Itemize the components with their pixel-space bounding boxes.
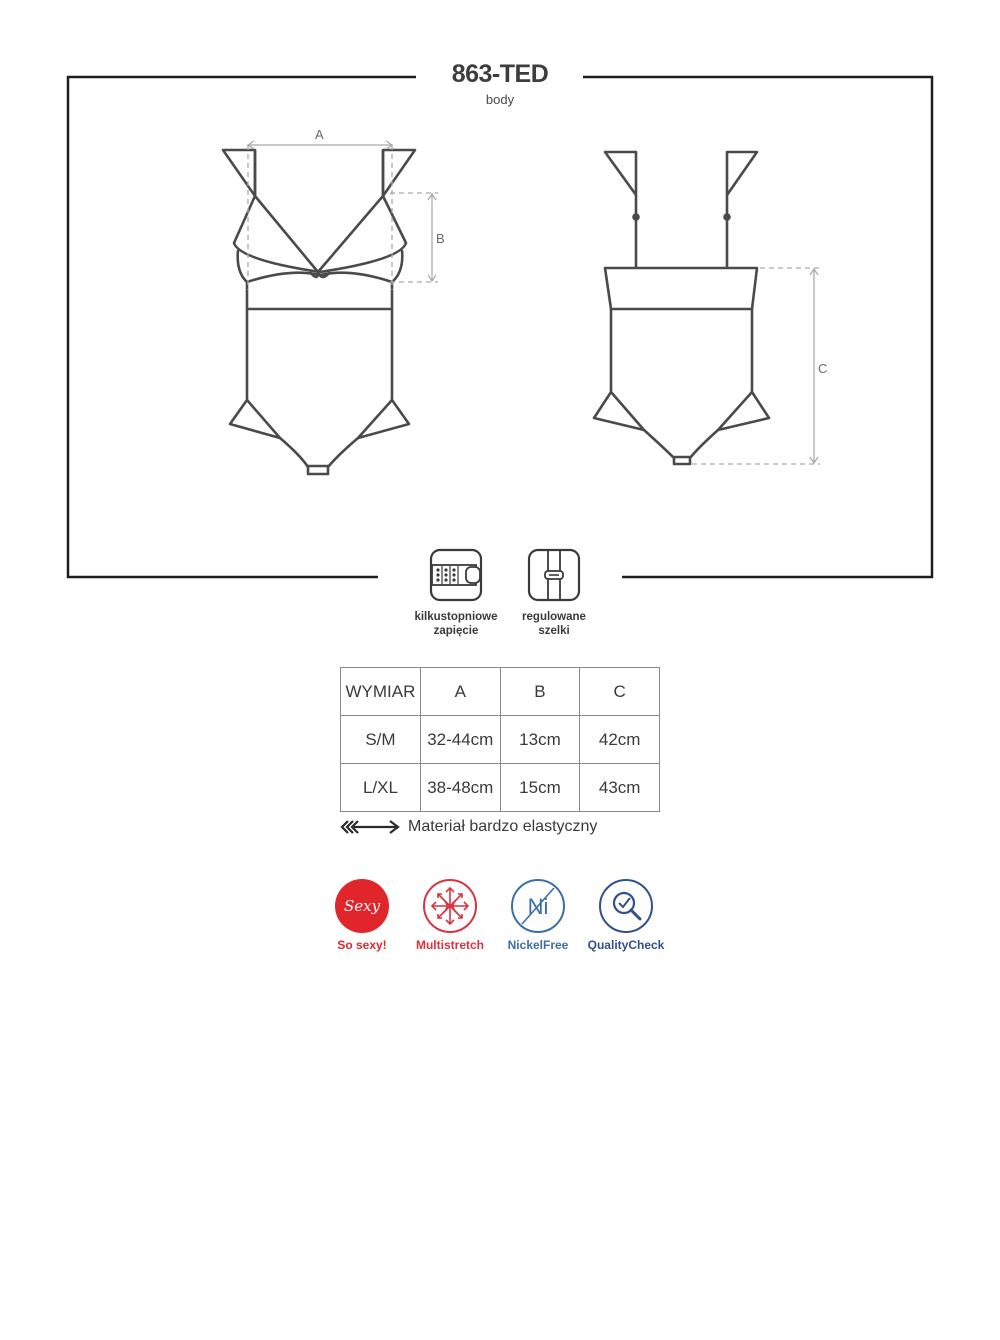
back-view-drawing bbox=[594, 152, 769, 464]
elastic-arrows-icon bbox=[340, 819, 402, 835]
table-cell: L/XL bbox=[341, 764, 421, 812]
quality-check-icon bbox=[598, 878, 654, 934]
table-cell: 15cm bbox=[500, 764, 580, 812]
feature-closure-label: kilkustopniowe zapięcie bbox=[414, 611, 498, 637]
product-model: 863-TED bbox=[451, 60, 549, 88]
dimension-label-b: B bbox=[436, 231, 445, 246]
table-row bbox=[341, 716, 660, 764]
nickel-free-icon-text: Ni bbox=[527, 894, 549, 919]
table-row bbox=[341, 764, 660, 812]
adjustable-strap-icon bbox=[527, 548, 581, 602]
product-category: body bbox=[485, 92, 515, 107]
size-table bbox=[340, 667, 660, 812]
table-cell: 42cm bbox=[580, 716, 660, 764]
technical-drawing bbox=[0, 0, 1000, 600]
material-note-text: Materiał bardzo elastyczny bbox=[408, 818, 598, 835]
badge-multistretch-label: Multistretch bbox=[415, 938, 484, 952]
frame-border bbox=[68, 77, 932, 577]
badge-nickelfree-label: NickelFree bbox=[507, 938, 569, 952]
badge-sexy bbox=[312, 878, 412, 952]
sexy-icon bbox=[334, 878, 390, 934]
table-cell: S/M bbox=[341, 716, 421, 764]
size-table-header bbox=[341, 668, 660, 716]
dimension-label-c: C bbox=[818, 361, 828, 376]
table-header-cell: B bbox=[500, 668, 580, 716]
material-note bbox=[340, 816, 597, 838]
table-cell: 13cm bbox=[500, 716, 580, 764]
table-cell: 43cm bbox=[580, 764, 660, 812]
nickel-free-icon bbox=[510, 878, 566, 934]
feature-closure bbox=[401, 548, 511, 638]
badge-qualitycheck bbox=[576, 878, 676, 952]
table-cell: 32-44cm bbox=[420, 716, 500, 764]
badge-multistretch bbox=[400, 878, 500, 952]
table-header-cell: WYMIAR bbox=[341, 668, 421, 716]
sexy-icon-text: Sexy bbox=[343, 897, 381, 915]
table-header-cell: C bbox=[580, 668, 660, 716]
badge-qualitycheck-label: QualityCheck bbox=[587, 938, 665, 952]
front-view-drawing bbox=[223, 150, 415, 474]
measure-b-line bbox=[390, 193, 438, 282]
badge-sexy-label: So sexy! bbox=[337, 938, 387, 952]
feature-straps bbox=[499, 548, 609, 638]
table-header-cell: A bbox=[420, 668, 500, 716]
badge-nickelfree bbox=[488, 878, 588, 952]
multistretch-icon bbox=[422, 878, 478, 934]
feature-straps-label: regulowane szelki bbox=[522, 611, 586, 637]
table-cell: 38-48cm bbox=[420, 764, 500, 812]
hook-eye-closure-icon bbox=[429, 548, 483, 602]
dimension-label-a: A bbox=[315, 127, 324, 142]
